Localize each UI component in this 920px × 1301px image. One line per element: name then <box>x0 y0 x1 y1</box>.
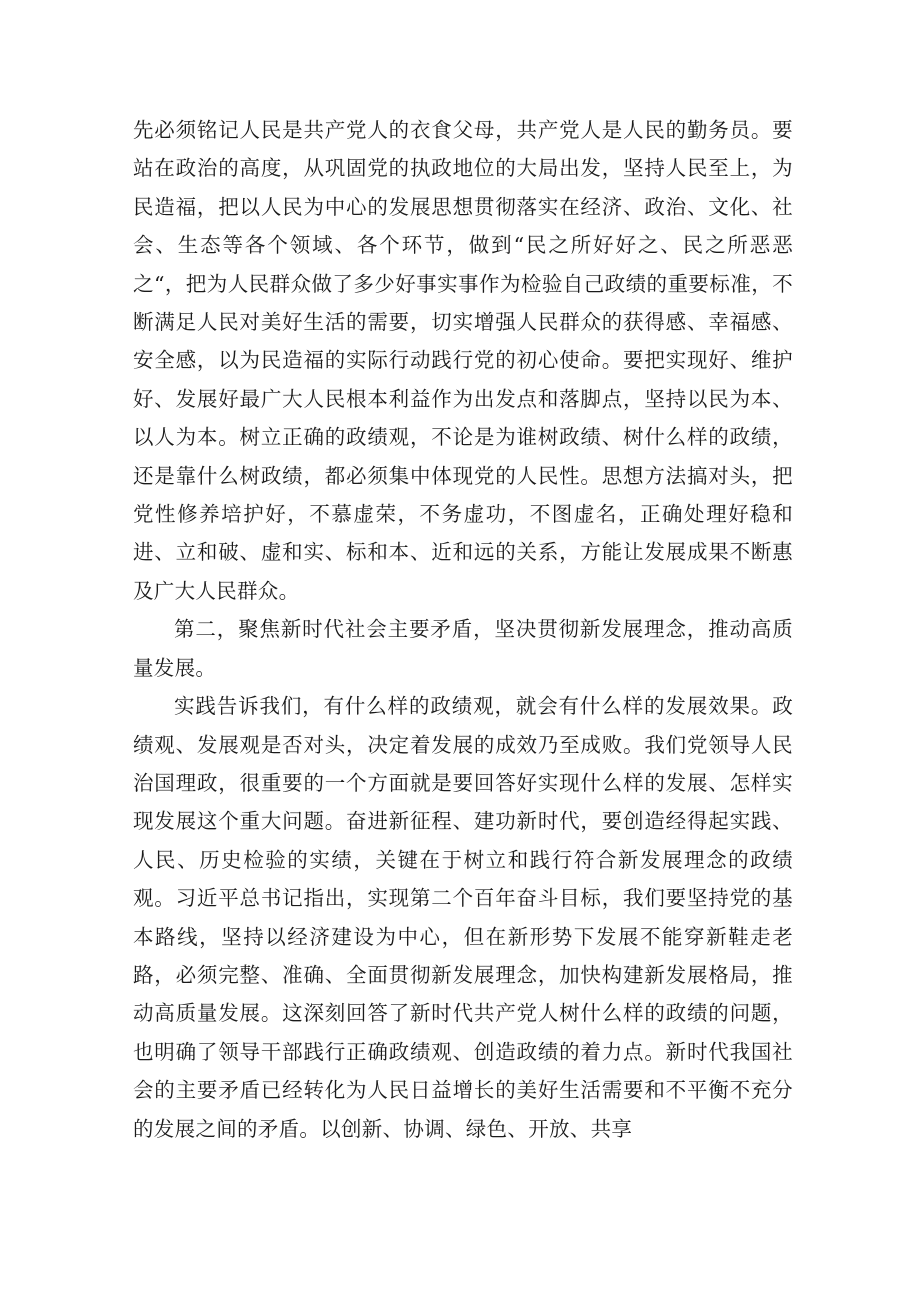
document-body <box>133 111 793 1148</box>
paragraph-body: 实践告诉我们，有什么样的政绩观，就会有什么样的发展效果。政绩观、发展观是否对头，决定着发展的成效乃至成败。我们党领导人民治国理政，很重要的一个方面就是要回答好实现什么样的发展、怎样实现发展这个重大问题。奋进新征程、建功新时代，要创造经得起实践、人民、历史检验的实绩，关键在于树立和践行符合新发展理念的政绩观。习近平总书记指出，实现第二个百年奋斗目标，我们要坚持党的基本路线，坚持以经济建设为中心，但在新形势下发展不能穿新鞋走老路，必须完整、准确、全面贯彻新发展理念，加快构建新发展格局，推动高质量发展。这深刻回答了新时代共产党人树什么样的政绩的问题，也明确了领导干部践行正确政绩观、创造政绩的着力点。新时代我国社会的主要矛盾已经转化为人民日益增长的美好生活需要和不平衡不充分的发展之间的矛盾。以创新、协调、绿色、开放、共享 <box>133 694 793 1141</box>
paragraph-section-heading: 第二，聚焦新时代社会主要矛盾，坚决贯彻新发展理念，推动高质量发展。 <box>133 617 793 680</box>
paragraph-continuation: 先必须铭记人民是共产党人的衣食父母，共产党人是人民的勤务员。要站在政治的高度，从巩固党的执政地位的大局出发，坚持人民至上，为民造福，把以人民为中心的发展思想贯彻落实在经济、政治、文化、社会、生态等各个领域、各个环节，做到“民之所好好之、民之所恶恶之“，把为人民群众做了多少好事实事作为检验自己政绩的重要标准，不断满足人民对美好生活的需要，切实增强人民群众的获得感、幸福感、安全感，以为民造福的实际行动践行党的初心使命。要把实现好、维护好、发展好最广大人民根本利益作为出发点和落脚点，坚持以民为本、以人为本。树立正确的政绩观，不论是为谁树政绩、树什么样的政绩，还是靠什么树政绩，都必须集中体现党的人民性。思想方法搞对头，把党性修养培护好，不慕虚荣，不务虚功，不图虚名，正确处理好稳和进、立和破、虚和实、标和本、近和远的关系，方能让发展成果不断惠及广大人民群众。 <box>133 118 793 603</box>
